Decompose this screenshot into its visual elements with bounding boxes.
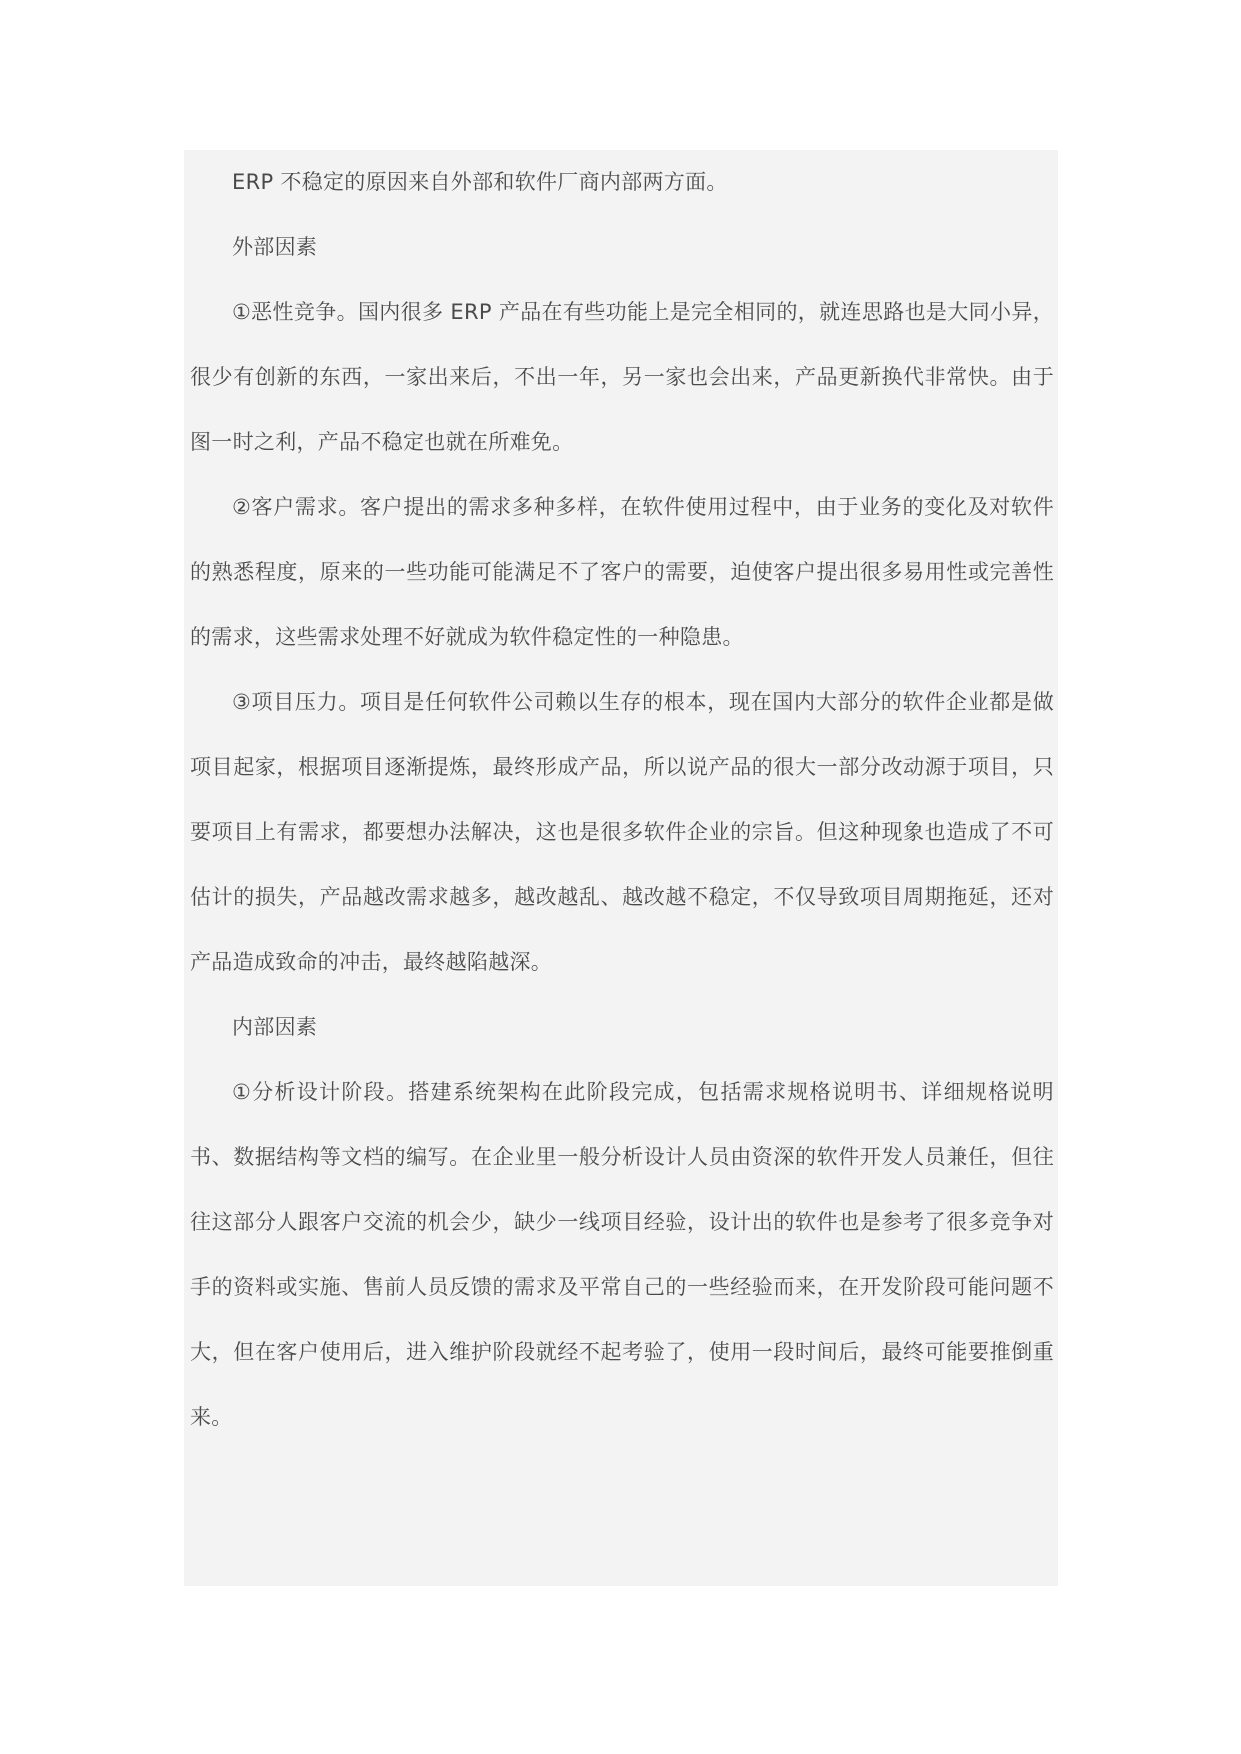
article-body: [184, 150, 1058, 1586]
external-factor-2: ②客户需求。客户提出的需求多种多样，在软件使用过程中，由于业务的变化及对软件的熟悉程度，原来的一些功能可能满足不了客户的需要，迫使客户提出很多易用性或完善性的需求，这些需求处理不好就成为软件稳定性的一种隐患。: [190, 495, 1054, 649]
external-factor-3: ③项目压力。项目是任何软件公司赖以生存的根本，现在国内大部分的软件企业都是做项目起家，根据项目逐渐提炼，最终形成产品，所以说产品的很大一部分改动源于项目，只要项目上有需求，都要想办法解决，这也是很多软件企业的宗旨。但这种现象也造成了不可估计的损失，产品越改需求越多，越改越乱、越改越不稳定，不仅导致项目周期拖延，还对产品造成致命的冲击，最终越陷越深。: [190, 690, 1054, 974]
section-heading-internal: 内部因素: [232, 1015, 318, 1039]
section-heading-external: 外部因素: [232, 235, 318, 259]
internal-factor-1: ①分析设计阶段。搭建系统架构在此阶段完成，包括需求规格说明书、详细规格说明书、数据结构等文档的编写。在企业里一般分析设计人员由资深的软件开发人员兼任，但往往这部分人跟客户交流的机会少，缺少一线项目经验，设计出的软件也是参考了很多竞争对手的资料或实施、售前人员反馈的需求及平常自己的一些经验而来，在开发阶段可能问题不大，但在客户使用后，进入维护阶段就经不起考验了，使用一段时间后，最终可能要推倒重来。: [190, 1080, 1054, 1429]
external-factor-1: ①恶性竞争。国内很多 ERP 产品在有些功能上是完全相同的，就连思路也是大同小异，很少有创新的东西，一家出来后，不出一年，另一家也会出来，产品更新换代非常快。由于图一时之利，产品不稳定也就在所难免。: [190, 300, 1054, 454]
intro-paragraph: ERP 不稳定的原因来自外部和软件厂商内部两方面。: [232, 170, 728, 194]
